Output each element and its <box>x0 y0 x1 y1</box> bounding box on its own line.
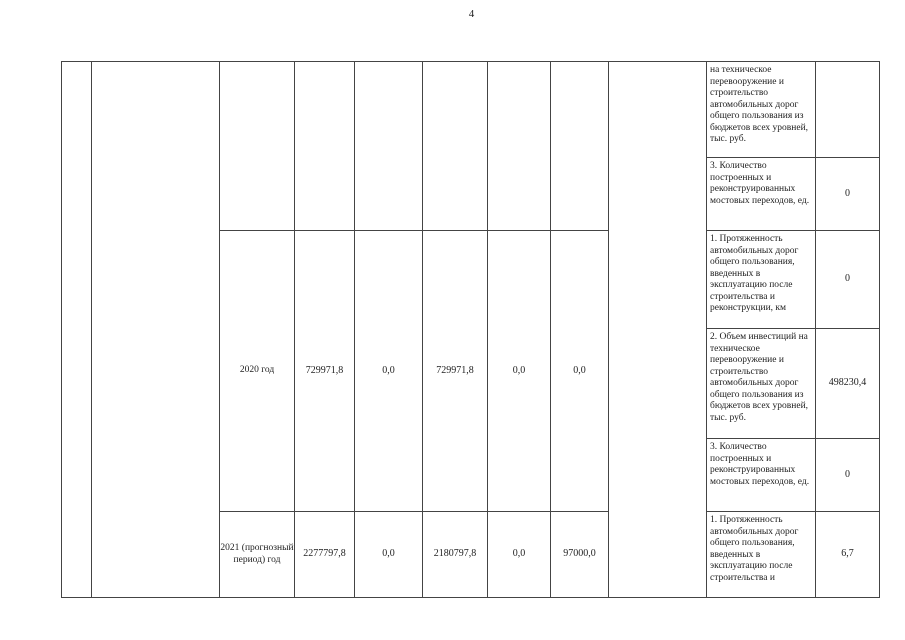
federal-cell: 0,0 <box>355 512 423 598</box>
program-table <box>61 61 880 598</box>
extra-budget-cell: 0,0 <box>551 231 609 512</box>
table-row <box>62 62 880 158</box>
regional-cell: 729971,8 <box>423 231 488 512</box>
period-cell <box>220 62 295 231</box>
indicator-value: 0 <box>816 158 880 231</box>
indicator-value <box>816 62 880 158</box>
extra-budget-cell: 97000,0 <box>551 512 609 598</box>
indicator-text: на техническое перевооружение и строительство автомобильных дорог общего пользования из бюджетов всех уровней, тыс. руб. <box>707 62 816 158</box>
number-cell <box>62 62 92 598</box>
total-cell: 2277797,8 <box>295 512 355 598</box>
period-cell: 2020 год <box>220 231 295 512</box>
total-cell <box>295 62 355 231</box>
total-cell: 729971,8 <box>295 231 355 512</box>
indicator-text: 1. Протяженность автомобильных дорог общего пользования, введенных в эксплуатацию после строительства и реконструкции, км <box>707 231 816 329</box>
page-number: 4 <box>468 8 475 20</box>
local-cell: 0,0 <box>488 231 551 512</box>
indicator-text: 3. Количество построенных и реконструированных мостовых переходов, ед. <box>707 158 816 231</box>
federal-cell <box>355 62 423 231</box>
regional-cell: 2180797,8 <box>423 512 488 598</box>
indicator-value: 0 <box>816 439 880 512</box>
indicator-value: 0 <box>816 231 880 329</box>
local-cell: 0,0 <box>488 512 551 598</box>
indicator-text: 3. Количество построенных и реконструированных мостовых переходов, ед. <box>707 439 816 512</box>
indicator-cell <box>707 512 816 598</box>
local-cell <box>488 62 551 231</box>
indicator-text: 2. Объем инвестиций на техническое перевооружение и строительство автомобильных дорог общего пользования из бюджетов всех уровней, тыс. руб. <box>707 329 816 439</box>
executor-cell <box>609 62 707 598</box>
indicator-value: 498230,4 <box>816 329 880 439</box>
name-cell <box>92 62 220 598</box>
federal-cell: 0,0 <box>355 231 423 512</box>
indicator-value: 6,7 <box>816 512 880 598</box>
extra-budget-cell <box>551 62 609 231</box>
indicator-text: 1. Протяженность автомобильных дорог общего пользования, введенных в эксплуатацию после строительства и <box>710 515 799 583</box>
regional-cell <box>423 62 488 231</box>
period-cell: 2021 (прогнозный период) год <box>220 512 295 598</box>
